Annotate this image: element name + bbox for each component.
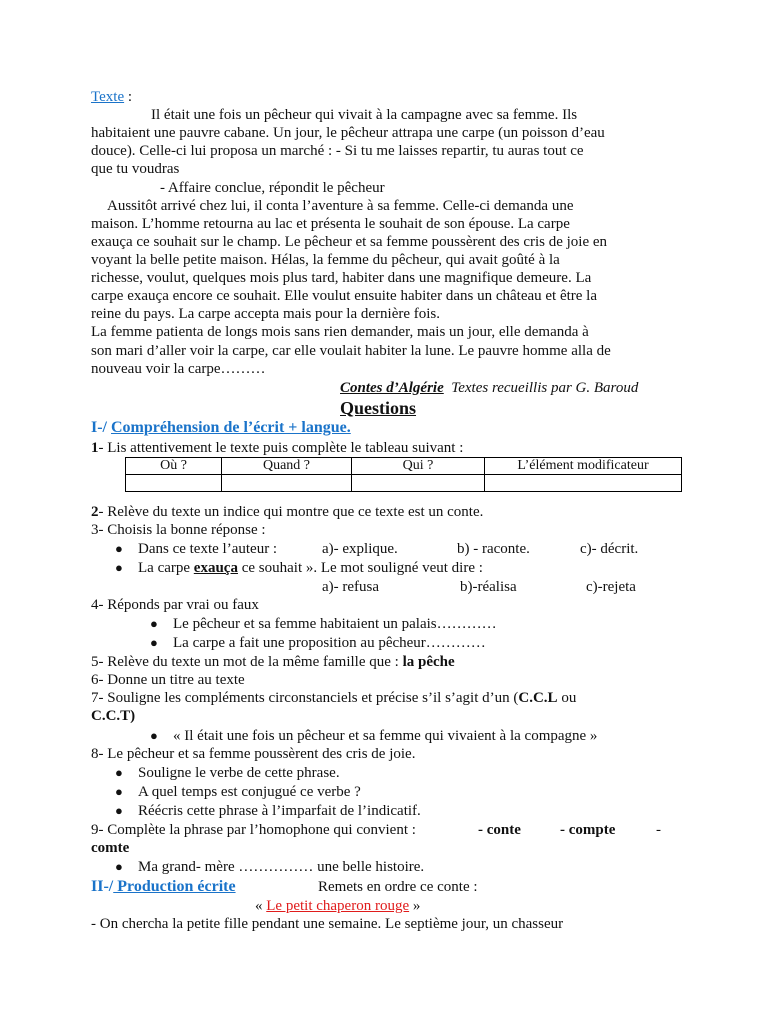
table-answer-row [126, 475, 682, 492]
question-3: 3- Choisis la bonne réponse : [91, 522, 266, 538]
bullet-icon: ● [115, 765, 123, 780]
question-8: 8- Le pêcheur et sa femme poussèrent des cris de joie. [91, 746, 416, 762]
bullet-icon: ● [150, 635, 158, 650]
q7-ccl: C.C.L [518, 690, 558, 706]
q2-number: 2 [91, 504, 99, 520]
text-colon: : [124, 89, 133, 105]
q3b-option: a)- refusa [322, 579, 380, 595]
answer-table [125, 457, 682, 492]
story-line: voyant la belle petite maison. Hélas, la femme du pêcheur, qui avait goûté à la [91, 252, 560, 268]
story-line: que tu voudras [91, 161, 180, 177]
story-sentence: - On chercha la petite fille pendant une semaine. Le septième jour, un chasseur [91, 916, 564, 932]
bullet-icon: ● [115, 803, 123, 818]
questions-title: Questions [340, 398, 417, 418]
q8-task: Réécris cette phrase à l’imparfait de l’indicatif. [138, 803, 421, 819]
q2-text: - Relève du texte un indice qui montre que ce texte est un conte. [98, 504, 484, 520]
section2-instruction: Remets en ordre ce conte : [318, 879, 478, 895]
q3b-line [138, 559, 483, 577]
bullet-icon: ● [115, 541, 123, 556]
text-heading [91, 88, 132, 106]
story-line: son mari d’aller voir la carpe, car elle voulait habiter la lune. Le pauvre homme alla de [91, 343, 611, 359]
q8-task: Souligne le verbe de cette phrase. [138, 765, 340, 781]
bullet-icon: ● [150, 616, 158, 631]
q9-sentence: Ma grand- mère …………… une belle histoire. [138, 859, 425, 875]
q3b-option: b)-réalisa [460, 579, 517, 595]
q7-quote: « Il était une fois un pêcheur et sa femme qui vivaient à la compagne » [173, 728, 598, 744]
q4-statement: Le pêcheur et sa femme habitaient un palais………… [173, 616, 497, 632]
question-7 [91, 689, 576, 707]
question-9: 9- Complète la phrase par l’homophone qui convient : [91, 822, 416, 838]
q7-text: 7- Souligne les compléments circonstanciels et précise s’il s’agit d’un ( [91, 690, 519, 706]
section1-title: Compréhension de l’écrit + langue. [111, 419, 351, 436]
bullet-icon: ● [115, 859, 123, 874]
table-header-cell: Quand ? [222, 458, 352, 475]
question-5 [91, 653, 455, 671]
q7-cct: C.C.T) [91, 708, 136, 724]
source-citation [340, 379, 638, 397]
story-line: La femme patienta de longs mois sans rien demander, mais un jour, elle demanda à [91, 324, 589, 340]
q1-number: 1 [91, 440, 99, 456]
q3b-option: c)-rejeta [586, 579, 636, 595]
q4-statement: La carpe a fait une proposition au pêcheur………… [173, 635, 486, 651]
table-answer-cell[interactable] [352, 475, 485, 492]
section1-number: I-/ [91, 419, 111, 436]
q3a-option: c)- décrit. [580, 541, 639, 557]
story-title-open: « [255, 898, 267, 914]
story-line: habitaient une pauvre cabane. Un jour, le pêcheur attrapa une carpe (un poisson d’eau [91, 125, 605, 141]
q3b-suffix: ce souhait ». Le mot souligné veut dire : [237, 560, 483, 576]
q3a-option: a)- explique. [322, 541, 398, 557]
story-line: douce). Celle-ci lui proposa un marché : - Si tu me laisses repartir, tu auras tout ce [91, 143, 584, 159]
story-line: maison. L’homme retourna au lac et présenta le souhait de son épouse. La carpe [91, 216, 570, 232]
table-header-cell: Où ? [126, 458, 222, 475]
bullet-icon: ● [115, 560, 123, 575]
table-header-cell: L’élément modificateur [485, 458, 682, 475]
story-line: - Affaire conclue, répondit le pêcheur [160, 180, 385, 196]
q5-word: la pêche [402, 654, 455, 670]
q8-task: A quel temps est conjugué ce verbe ? [138, 784, 361, 800]
q3a-option: b) - raconte. [457, 541, 530, 557]
question-2 [91, 503, 483, 521]
story-line: Aussitôt arrivé chez lui, il conta l’aventure à sa femme. Celle-ci demanda une [107, 198, 574, 214]
q9-option: - compte [560, 822, 616, 838]
story-title-close: » [409, 898, 421, 914]
story-line: exauça ce souhait sur le champ. Le pêcheur et sa femme poussèrent des cris de joie en [91, 234, 608, 250]
section1-heading [91, 419, 351, 437]
story-line: nouveau voir la carpe……… [91, 361, 266, 377]
question-1 [91, 439, 463, 457]
table-answer-cell[interactable] [485, 475, 682, 492]
section2-number: II-/ [91, 878, 114, 895]
story-line: richesse, voulut, quelques mois plus tard, habiter dans une magnifique demeure. La [91, 270, 592, 286]
table-answer-cell[interactable] [222, 475, 352, 492]
question-4: 4- Réponds par vrai ou faux [91, 597, 259, 613]
source-author: Textes recueillis par G. Baroud [451, 380, 639, 396]
question-6: 6- Donne un titre au texte [91, 672, 245, 688]
q9-option: - conte [478, 822, 521, 838]
table-header-cell: Qui ? [352, 458, 485, 475]
q3b-underlined-word: exauça [193, 560, 238, 576]
text-label: Texte [91, 89, 125, 105]
section2-title: Production écrite [113, 878, 236, 895]
table-header-row [126, 458, 682, 475]
story-line: Il était une fois un pêcheur qui vivait à la campagne avec sa femme. Ils [151, 107, 578, 123]
q5-text: 5- Relève du texte un mot de la même famille que : [91, 654, 403, 670]
story-title: Le petit chaperon rouge [266, 898, 410, 914]
section2-heading [91, 878, 236, 896]
q7-ou: ou [557, 690, 577, 706]
q1-text: - Lis attentivement le texte puis complète le tableau suivant : [98, 440, 464, 456]
q3a-prefix: Dans ce texte l’auteur : [138, 541, 278, 557]
source-book: Contes d’Algérie [340, 380, 444, 396]
table-answer-cell[interactable] [126, 475, 222, 492]
q9-option-dash: - [656, 822, 661, 838]
story-line: reine du pays. La carpe accepta mais pour la dernière fois. [91, 306, 440, 322]
bullet-icon: ● [115, 784, 123, 799]
q3b-prefix: La carpe [138, 560, 194, 576]
bullet-icon: ● [150, 728, 158, 743]
story-title-line [255, 897, 420, 915]
story-line: carpe exauça encore ce souhait. Elle voulut ensuite habiter dans un château et être la [91, 288, 598, 304]
q9-option: comte [91, 840, 130, 856]
